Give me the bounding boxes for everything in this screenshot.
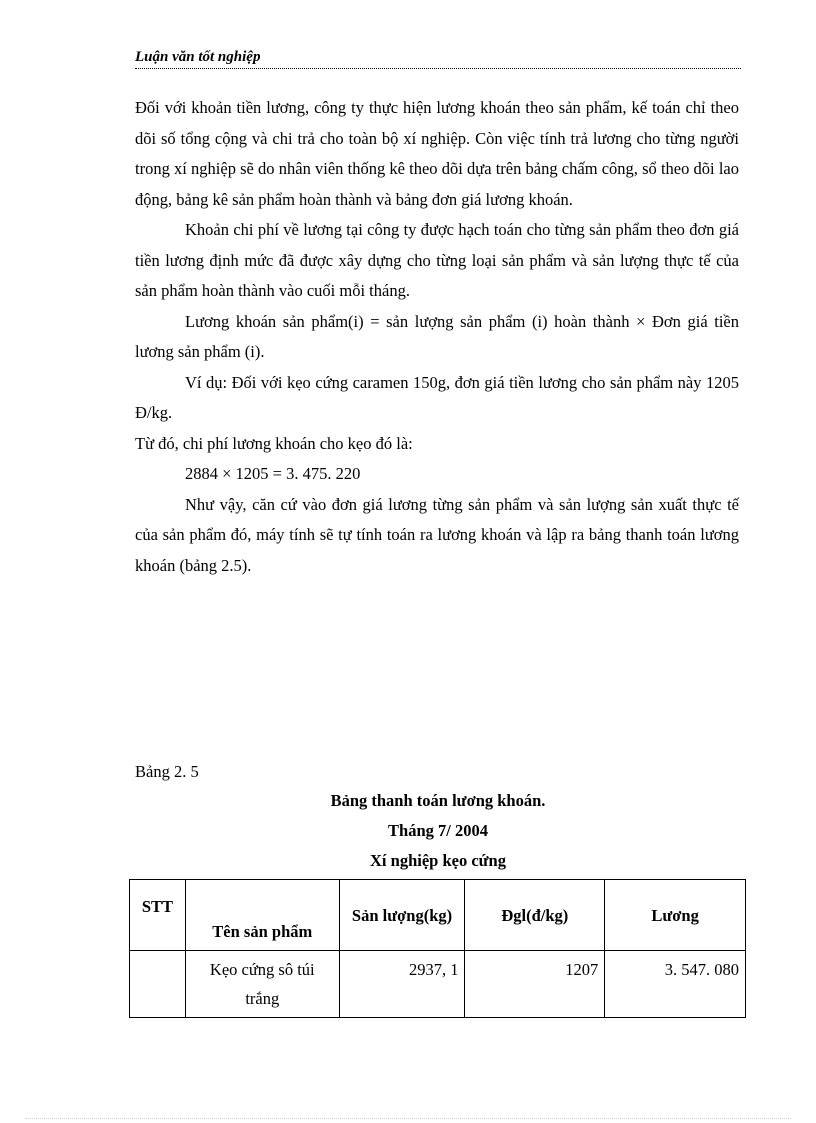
cell-quantity: 2937, 1 bbox=[339, 951, 465, 1018]
header-wage: Lương bbox=[605, 880, 746, 951]
header-product-name: Tên sản phẩm bbox=[185, 880, 339, 951]
page-footer-divider bbox=[25, 1118, 791, 1119]
table-unit: Xí nghiệp kẹo cứng bbox=[370, 851, 506, 870]
paragraph-conclusion: Như vậy, căn cứ vào đơn giá lương từng sản phẩm và sản lượng sản xuất thực tế của sản phẩm đó, máy tính sẽ tự tính toán ra lương khoán và lập ra bảng thanh toán lương khoán (bảng 2.5). bbox=[135, 494, 739, 575]
paragraph-calculation: 2884 × 1205 = 3. 475. 220 bbox=[185, 464, 361, 483]
table-label: Bảng 2. 5 bbox=[135, 762, 199, 781]
paragraph-salary-overview: Đối với khoản tiền lương, công ty thực hiện lương khoán theo sản phẩm, kế toán chỉ theo dõi số tổng cộng và chi trả cho toàn bộ xí nghiệp. Còn việc tính trả lương cho từng người trong xí nghiệp sẽ do nhân viên thống kê theo dõi dựa trên bảng chấm công, sổ theo dõi lao động, bảng kê sản phẩm hoàn thành và bảng đơn giá lương khoán. bbox=[135, 98, 739, 209]
cell-wage: 3. 547. 080 bbox=[605, 951, 746, 1018]
cell-product-name: Kẹo cứng sô túi trắng bbox=[185, 951, 339, 1018]
table-title: Bảng thanh toán lương khoán. bbox=[330, 791, 546, 810]
cell-stt bbox=[130, 951, 186, 1018]
table-month: Tháng 7/ 2004 bbox=[388, 821, 488, 840]
header-unit-price: Đgl(đ/kg) bbox=[465, 880, 605, 951]
paragraph-cost-accounting: Khoản chi phí về lương tại công ty được hạch toán cho từng sản phẩm theo đơn giá tiền lương định mức đã được xây dựng cho từng loại sản phẩm và sản lượng thực tế của sản phẩm hoàn thành vào cuối mỗi tháng. bbox=[135, 220, 739, 300]
paragraph-example: Ví dụ: Đối với kẹo cứng caramen 150g, đơn giá tiền lương cho sản phẩm này 1205 Đ/kg. bbox=[135, 372, 739, 422]
header-quantity: Sản lượng(kg) bbox=[339, 880, 465, 951]
cell-unit-price: 1207 bbox=[465, 951, 605, 1018]
payroll-table bbox=[129, 879, 746, 1018]
table-row bbox=[130, 951, 746, 1018]
paragraph-formula-definition: Lương khoán sản phẩm(i) = sản lượng sản phẩm (i) hoàn thành × Đơn giá tiền lương sản phẩm (i). bbox=[135, 311, 739, 361]
running-header: Luận văn tốt nghiệp bbox=[135, 48, 741, 69]
header-stt: STT bbox=[130, 880, 186, 951]
table-header-row bbox=[130, 880, 746, 951]
body-text bbox=[135, 93, 739, 581]
paragraph-example-cost: Từ đó, chi phí lương khoán cho kẹo đó là: bbox=[135, 433, 413, 453]
